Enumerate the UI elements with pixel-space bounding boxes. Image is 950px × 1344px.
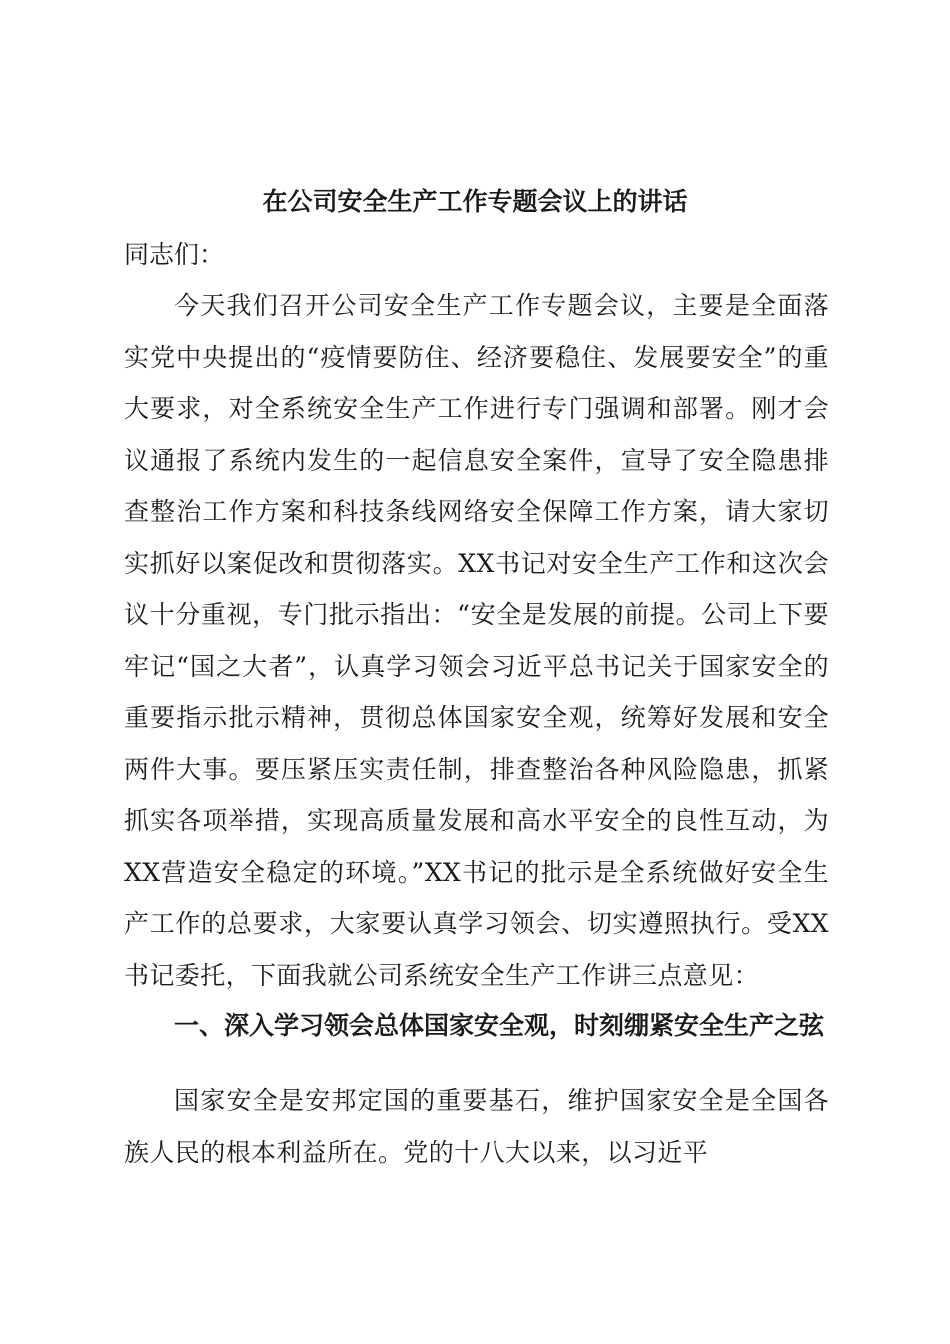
salutation: 同志们： xyxy=(124,240,225,269)
paragraph-section-1: 国家安全是安邦定国的重要基石，维护国家安全是全国各族人民的根本利益所在。党的十八大以来，以习近平 xyxy=(124,1086,829,1167)
section-heading-1: 一、深入学习领会总体国家安全观，时刻绷紧安全生产之弦 xyxy=(174,1011,825,1040)
paragraph-intro: 今天我们召开公司安全生产工作专题会议，主要是全面落实党中央提出的“疫情要防住、经济要稳住、发展要安全”的重大要求，对全系统安全生产工作进行专门强调和部署。刚才会议通报了系统内发生的一起信息安全案件，宣导了安全隐患排查整治工作方案和科技条线网络安全保障工作方案，请大家切实抓好以案促改和贯彻落实。XX书记对安全生产工作和这次会议十分重视，专门批示指出：“安全是发展的前提。公司上下要牢记“国之大者”，认真学习领会习近平总书记关于国家安全的重要指示批示精神，贯彻总体国家安全观，统筹好发展和安全两件大事。要压紧压实责任制，排查整治各种风险隐患，抓紧抓实各项举措，实现高质量发展和高水平安全的良性互动，为XX营造安全稳定的环境。”XX书记的批示是全系统做好安全生产工作的总要求，大家要认真学习领会、切实遵照执行。受XX书记委托，下面我就公司系统安全生产工作讲三点意见： xyxy=(124,291,829,990)
document-title: 在公司安全生产工作专题会议上的讲话 xyxy=(262,187,688,216)
